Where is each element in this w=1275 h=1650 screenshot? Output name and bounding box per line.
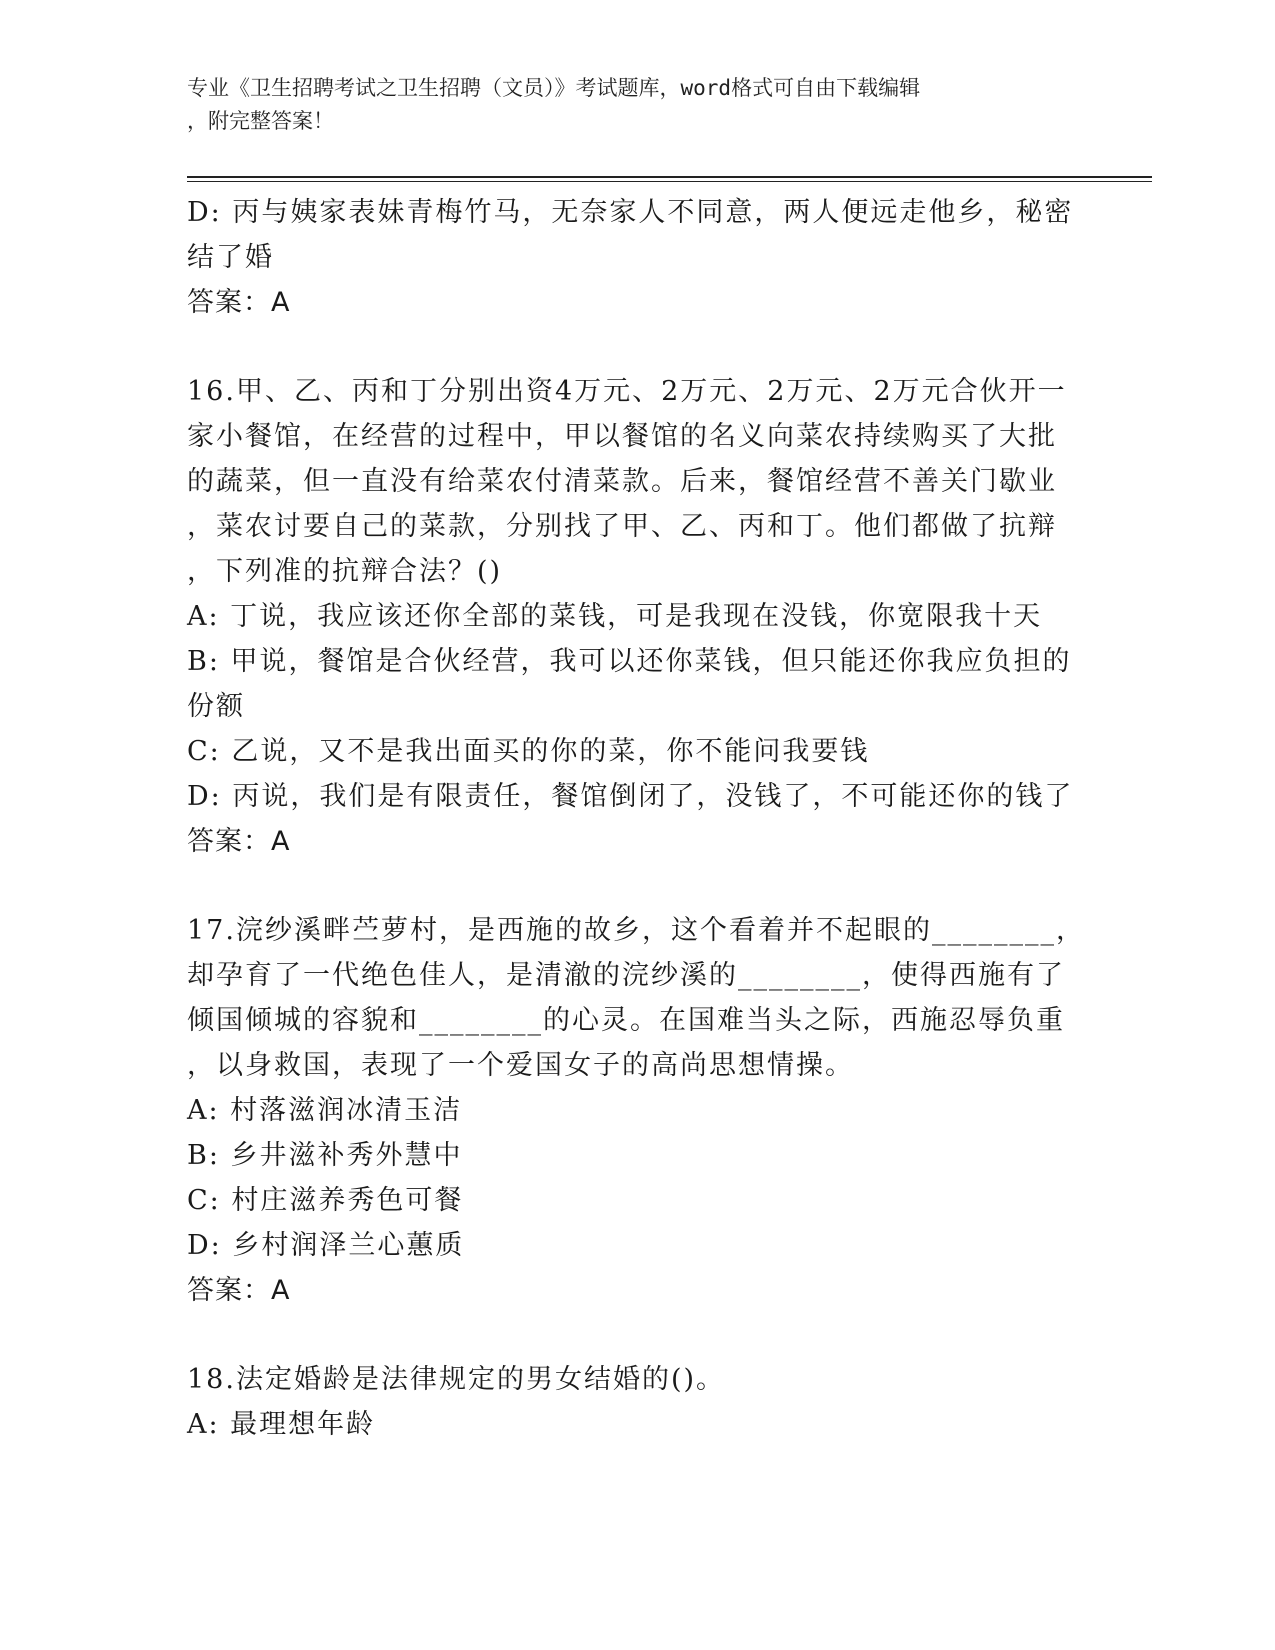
option-a: A: 丁说，我应该还你全部的菜钱，可是我现在没钱，你宽限我十天 [187,601,1043,632]
option-a: A: 村落滋润冰清玉洁 [187,1095,463,1126]
question-stem-line: 倾国倾城的容貌和________的心灵。在国难当头之际，西施忍辱负重 [187,1005,1065,1036]
question-15 [187,190,1087,325]
question-stem-line: 17.浣纱溪畔苎萝村，是西施的故乡，这个看着并不起眼的________， [187,915,1085,946]
question-stem-line: ，下列准的抗辩合法？() [187,556,503,587]
header-line-1: 专业《卫生招聘考试之卫生招聘（文员）》考试题库，word格式可自由下载编辑 [187,76,921,100]
option-d: D: 乡村润泽兰心蕙质 [187,1230,465,1261]
option-a: A: 最理想年龄 [187,1409,376,1440]
option-d-line-2: 结了婚 [187,242,274,273]
option-c: C: 乙说，又不是我出面买的你的菜，你不能问我要钱 [187,736,870,767]
option-b: B: 乡井滋补秀外慧中 [187,1140,463,1171]
answer-label: 答案：A [187,826,291,857]
question-stem-line: 家小餐馆，在经营的过程中，甲以餐馆的名义向菜农持续购买了大批 [187,421,1057,452]
question-stem-line: 18.法定婚龄是法律规定的男女结婚的()。 [187,1364,726,1395]
answer-label: 答案：A [187,287,291,318]
question-17 [187,908,1087,1313]
option-c: C: 村庄滋养秀色可餐 [187,1185,464,1216]
page-header [187,72,1067,138]
header-rule-thick [187,176,1152,178]
option-b-line-1: B: 甲说，餐馆是合伙经营，我可以还你菜钱，但只能还你我应负担的 [187,646,1072,677]
answer-label: 答案：A [187,1275,291,1306]
question-16 [187,369,1087,864]
question-stem-line: 却孕育了一代绝色佳人，是清澈的浣纱溪的________，使得西施有了 [187,960,1065,991]
question-stem-line: ，以身救国，表现了一个爱国女子的高尚思想情操。 [187,1050,854,1081]
question-18 [187,1357,1087,1447]
question-stem-line: 16.甲、乙、丙和丁分别出资4万元、2万元、2万元、2万元合伙开一 [187,376,1067,407]
question-stem-line: ，菜农讨要自己的菜款，分别找了甲、乙、丙和丁。他们都做了抗辩 [187,511,1057,542]
header-rule-thin [187,181,1152,182]
question-stem-line: 的蔬菜，但一直没有给菜农付清菜款。后来，餐馆经营不善关门歇业 [187,466,1057,497]
header-line-2: ，附完整答案！ [187,109,334,133]
option-d-line-1: D: 丙与姨家表妹青梅竹马，无奈家人不同意，两人便远走他乡，秘密 [187,197,1074,228]
question-content [187,190,1087,1447]
option-d: D: 丙说，我们是有限责任，餐馆倒闭了，没钱了，不可能还你的钱了 [187,781,1074,812]
option-b-line-2: 份额 [187,691,245,722]
